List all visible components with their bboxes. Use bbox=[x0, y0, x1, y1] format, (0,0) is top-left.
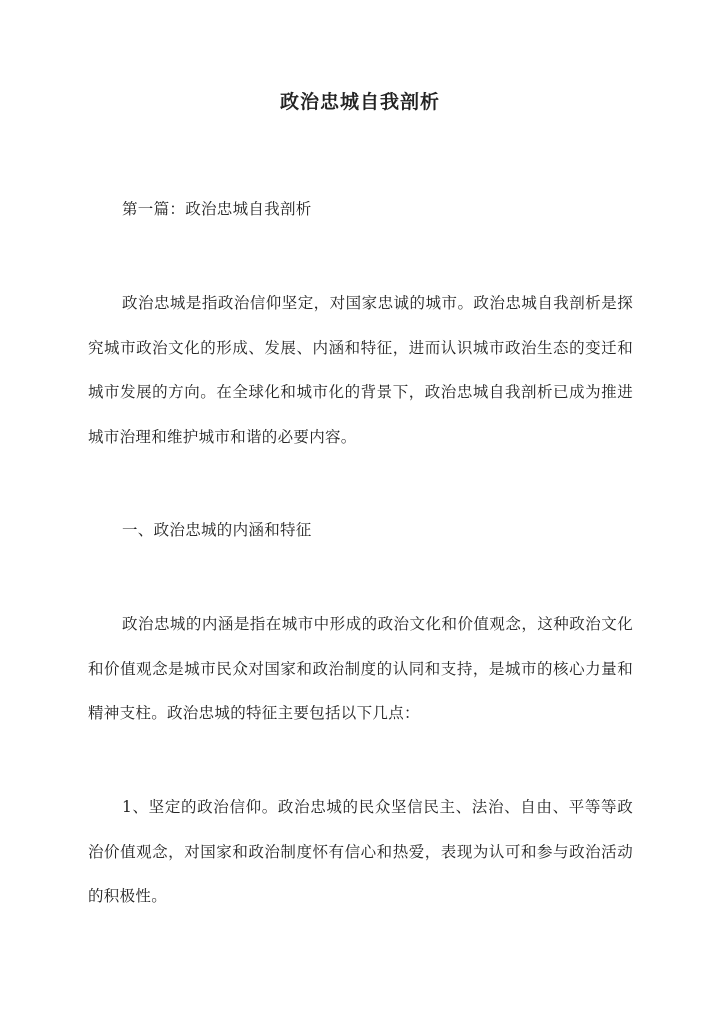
intro-paragraph: 政治忠城是指政治信仰坚定，对国家忠诚的城市。政治忠城自我剖析是探究城市政治文化的形成、发展、内涵和特征，进而认识城市政治生态的变迁和城市发展的方向。在全球化和城市化的背景下，政治忠城自我剖析已成为推进城市治理和维护城市和谐的必要内容。 bbox=[88, 294, 633, 446]
section-heading-connotation: 一、政治忠城的内涵和特征 bbox=[122, 521, 312, 539]
section-heading-chapter-one: 第一篇：政治忠城自我剖析 bbox=[122, 200, 312, 218]
connotation-paragraph: 政治忠城的内涵是指在城市中形成的政治文化和价值观念，这种政治文化和价值观念是城市民众对国家和政治制度的认同和支持，是城市的核心力量和精神支柱。政治忠城的特征主要包括以下几点： bbox=[88, 615, 633, 722]
document-title: 政治忠城自我剖析 bbox=[279, 91, 440, 113]
feature-one-paragraph: 1、坚定的政治信仰。政治忠城的民众坚信民主、法治、自由、平等等政治价值观念，对国家和政治制度怀有信心和热爱，表现为认可和参与政治活动的积极性。 bbox=[88, 798, 633, 905]
